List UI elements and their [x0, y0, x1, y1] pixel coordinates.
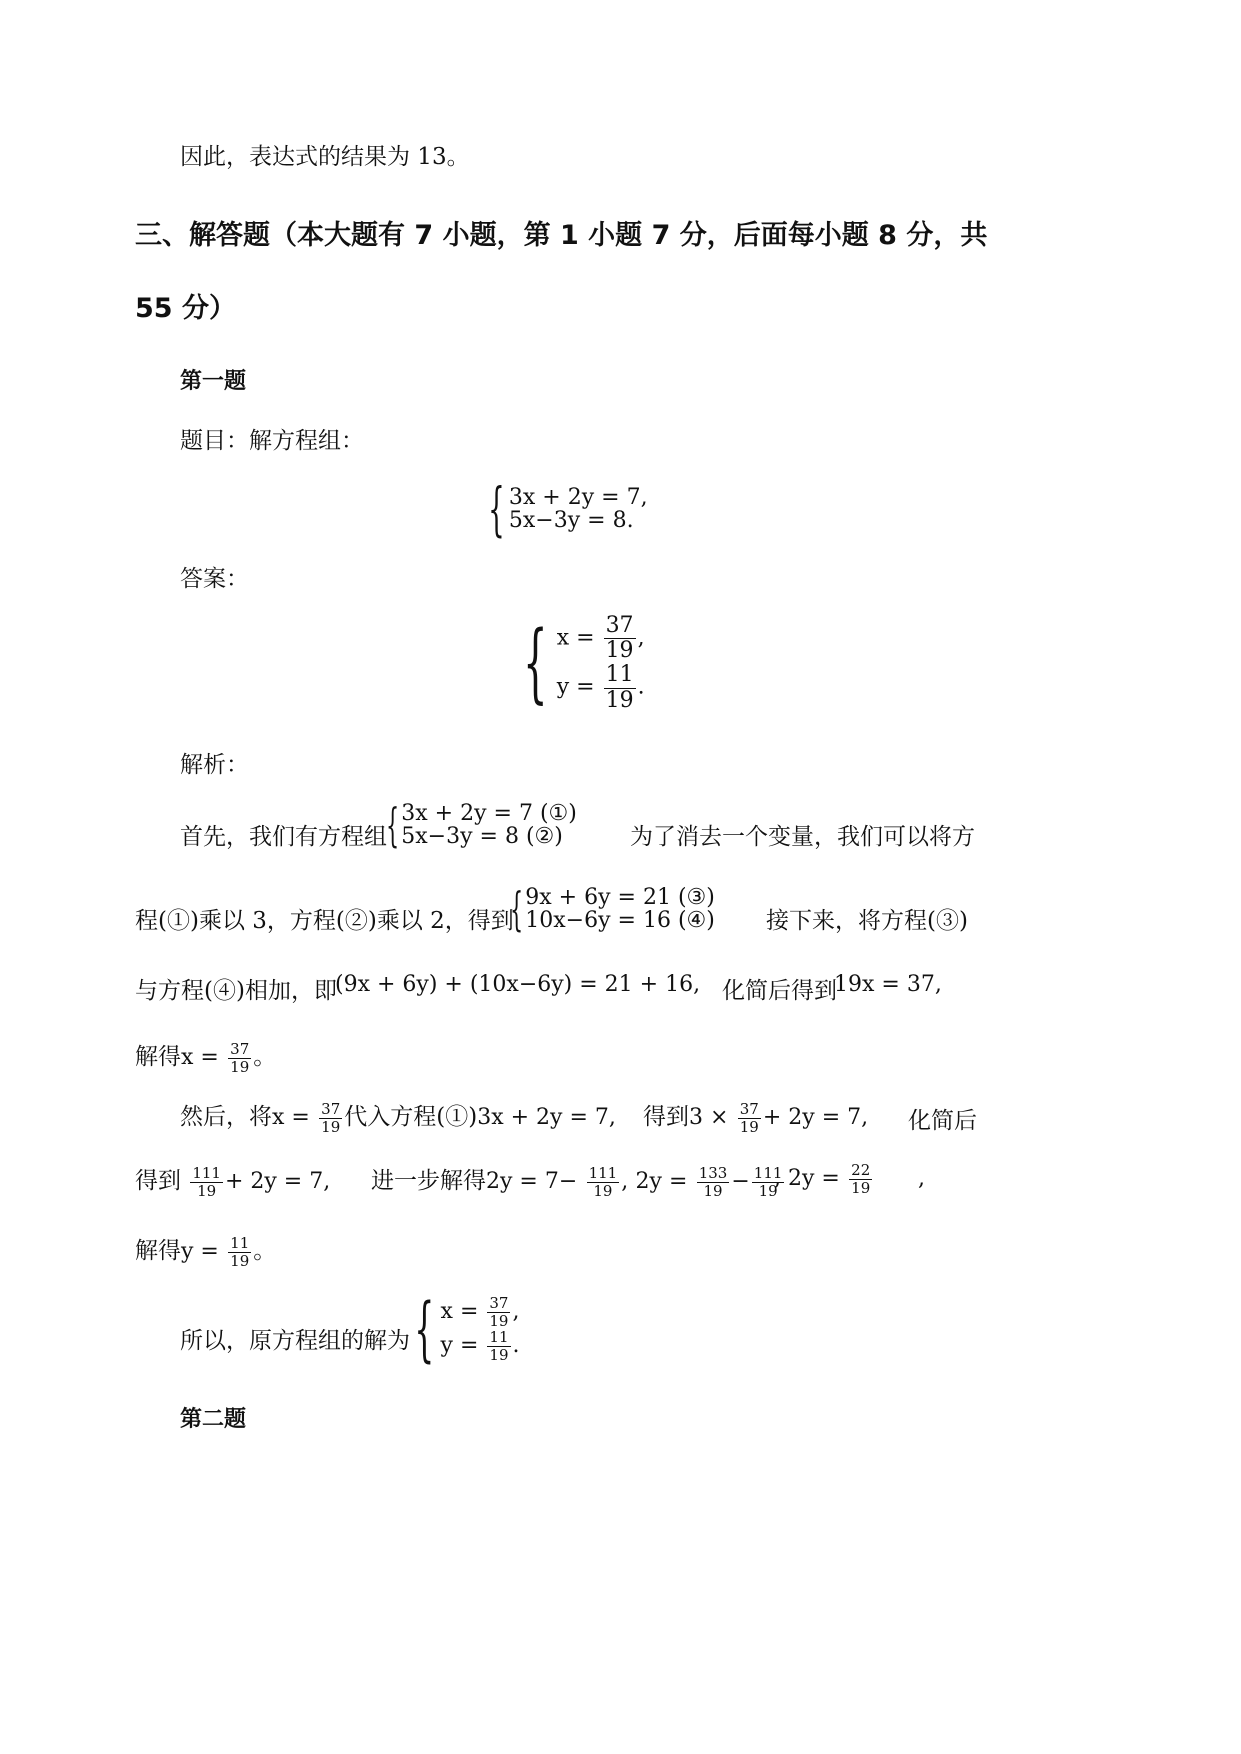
- analysis-text: 程(①)乘以 3，方程(②)乘以 2，得到: [135, 908, 514, 934]
- question-2-heading: 第二题: [180, 1407, 247, 1432]
- analysis-line-solve: 进一步解得2y = 7− $\frac{111}{19}$ , 2y = $\frac{133}{19}$ − $\frac{111}{19}$: [371, 1164, 783, 1200]
- equation-row: 3x + 2y = 7 (①): [401, 801, 577, 826]
- analysis-text: 化简后: [908, 1108, 977, 1134]
- left-brace-icon: {: [414, 1288, 435, 1370]
- analysis-line-x: 解得x = $\frac{37}{19}$ 。: [135, 1040, 277, 1076]
- equation-row: 5x−3y = 8 (②): [401, 824, 563, 850]
- final-solution-system: [402, 1288, 520, 1370]
- analysis-text: 首先，我们有方程组: [180, 824, 387, 850]
- analysis-math: (9x + 6y) + (10x−6y) = 21 + 16,: [335, 972, 701, 997]
- answer-row-x: x = $\frac{37}{19}$ ,: [556, 613, 645, 664]
- analysis-system-1: [378, 798, 577, 853]
- analysis-line-simplify: 得到 $\frac{111}{19}$ + 2y = 7,: [135, 1164, 331, 1200]
- section-title-line2: 55 分）: [135, 293, 236, 324]
- equation-row: 3x + 2y = 7,: [508, 484, 648, 510]
- section-title-line1: 三、解答题（本大题有 7 小题，第 1 小题 7 分，后面每小题 8 分，共: [135, 220, 988, 251]
- answer-row-x: x = $\frac{37}{19}$ ,: [440, 1294, 520, 1330]
- analysis-text: 与方程(④)相加，即: [135, 978, 337, 1004]
- question-1-heading: 第一题: [180, 369, 247, 394]
- question-equation-system: [478, 475, 648, 543]
- analysis-text: ,: [918, 1166, 925, 1191]
- equation-row: 5x−3y = 8.: [508, 508, 634, 533]
- analysis-text: 接下来，将方程(③): [766, 908, 968, 934]
- analysis-math: 19x = 37,: [834, 972, 942, 997]
- left-brace-icon: {: [488, 475, 505, 543]
- left-brace-icon: {: [523, 613, 548, 714]
- answer-row-y: y = $\frac{11}{19}$ .: [440, 1328, 520, 1364]
- equation-row: 10x−6y = 16 (④): [525, 908, 715, 934]
- analysis-text: 化简后得到: [722, 978, 837, 1004]
- question-1-prompt: 题目：解方程组：: [180, 428, 364, 454]
- intro-line: 因此，表达式的结果为 13。: [180, 144, 470, 170]
- analysis-line-result: , 2y = $\frac{22}{19}$: [774, 1161, 871, 1197]
- answer-row-y: y = $\frac{11}{19}$ .: [556, 662, 645, 713]
- analysis-system-2: [502, 882, 715, 937]
- analysis-line-y: 解得y = $\frac{11}{19}$ 。: [135, 1234, 277, 1270]
- left-brace-icon: {: [386, 798, 400, 853]
- equation-row: 9x + 6y = 21 (③): [525, 885, 715, 910]
- analysis-label: 解析：: [180, 752, 249, 778]
- analysis-line-substitute: 然后，将x = $\frac{37}{19}$ 代入方程(①)3x + 2y = 7,: [180, 1100, 616, 1136]
- answer-label: 答案：: [180, 566, 249, 592]
- analysis-text: 为了消去一个变量，我们可以将方: [630, 824, 975, 850]
- left-brace-icon: {: [510, 882, 524, 937]
- analysis-text: 所以，原方程组的解为: [180, 1328, 410, 1354]
- answer-system: [508, 614, 645, 713]
- analysis-line-substitute-result: 得到3 × $\frac{37}{19}$ + 2y = 7,: [643, 1100, 869, 1136]
